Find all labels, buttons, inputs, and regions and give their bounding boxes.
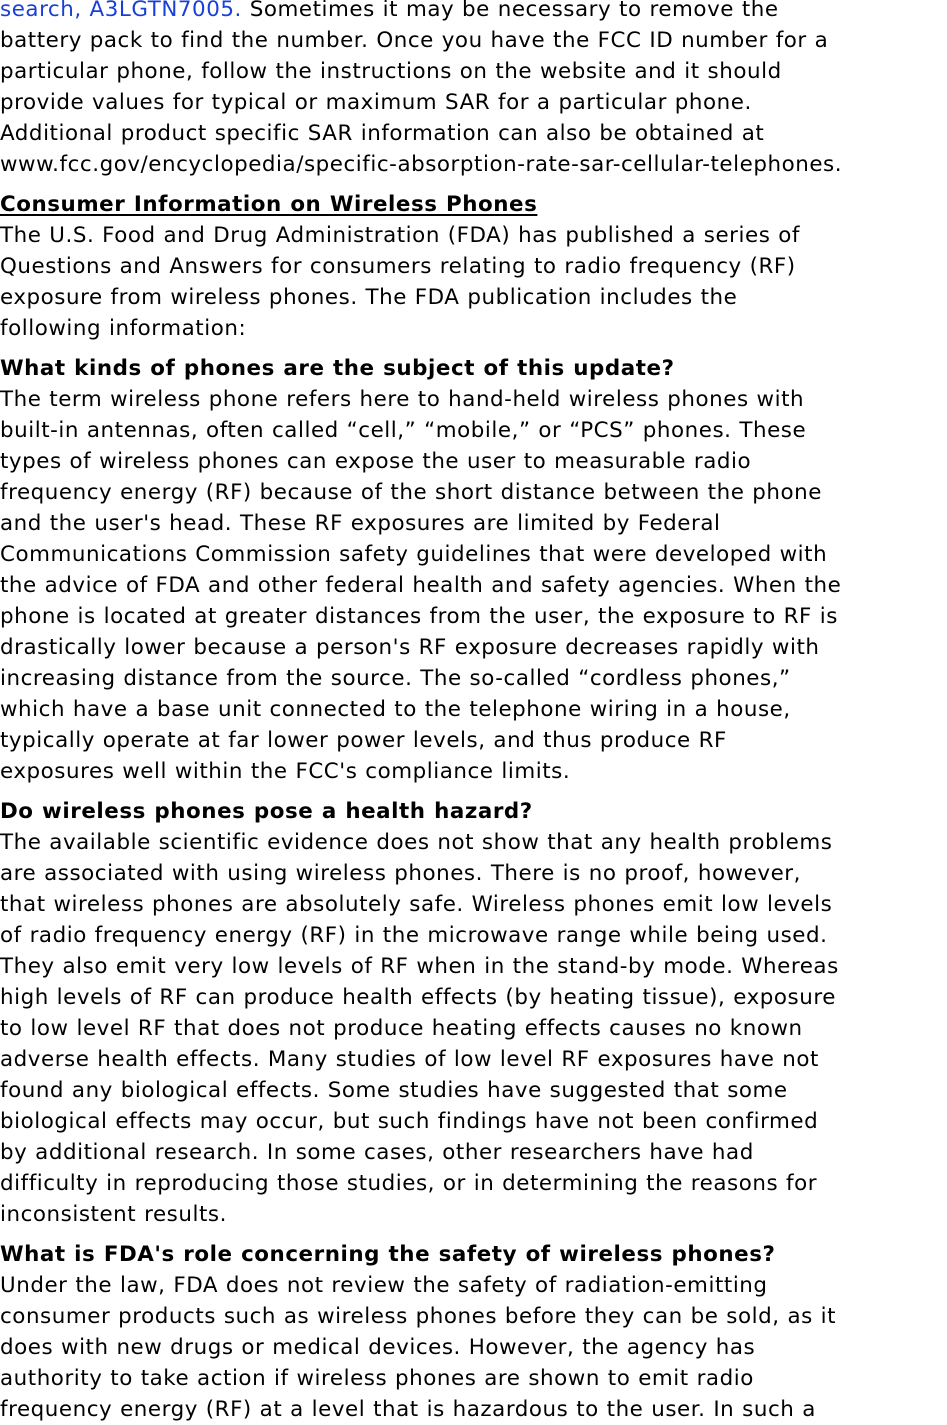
paragraph-line: phone is located at greater distances from the user, the exposure to RF is bbox=[0, 604, 838, 629]
paragraph-line: The U.S. Food and Drug Administration (FDA) has published a series of bbox=[0, 223, 800, 248]
paragraph-line: Questions and Answers for consumers relating to radio frequency (RF) bbox=[0, 254, 796, 279]
paragraph-line: The term wireless phone refers here to hand-held wireless phones with bbox=[0, 387, 805, 412]
paragraph-line: The available scientific evidence does not show that any health problems bbox=[0, 830, 833, 855]
question-phone-kinds bbox=[0, 353, 947, 787]
paragraph-line: are associated with using wireless phones. There is no proof, however, bbox=[0, 861, 801, 886]
paragraph-line: typically operate at far lower power levels, and thus produce RF bbox=[0, 728, 727, 753]
paragraph-line: to low level RF that does not produce heating effects causes no known bbox=[0, 1016, 803, 1041]
paragraph-line: by additional research. In some cases, other researchers have had bbox=[0, 1140, 754, 1165]
section-heading: Consumer Information on Wireless Phones bbox=[0, 192, 538, 217]
paragraph-line: the advice of FDA and other federal health and safety agencies. When the bbox=[0, 573, 842, 598]
paragraph-line: exposures well within the FCC's compliance limits. bbox=[0, 759, 571, 784]
paragraph-line: exposure from wireless phones. The FDA publication includes the bbox=[0, 285, 738, 310]
question-heading: What is FDA's role concerning the safety of wireless phones? bbox=[0, 1242, 776, 1267]
question-heading: Do wireless phones pose a health hazard? bbox=[0, 799, 533, 824]
paragraph-line: authority to take action if wireless phones are shown to emit radio bbox=[0, 1366, 754, 1391]
paragraph-line: found any biological effects. Some studies have suggested that some bbox=[0, 1078, 788, 1103]
paragraph-line: difficulty in reproducing those studies, or in determining the reasons for bbox=[0, 1171, 818, 1196]
paragraph-line: drastically lower because a person's RF exposure decreases rapidly with bbox=[0, 635, 820, 660]
paragraph-line: search, A3LGTN7005. Sometimes it may be necessary to remove the bbox=[0, 0, 947, 25]
paragraph-line: and the user's head. These RF exposures are limited by Federal bbox=[0, 511, 721, 536]
question-heading: What kinds of phones are the subject of this update? bbox=[0, 356, 675, 381]
paragraph-line: of radio frequency energy (RF) in the microwave range while being used. bbox=[0, 923, 828, 948]
paragraph-line: high levels of RF can produce health effects (by heating tissue), exposure bbox=[0, 985, 836, 1010]
paragraph-line: biological effects may occur, but such findings have not been confirmed bbox=[0, 1109, 819, 1134]
paragraph-line: adverse health effects. Many studies of low level RF exposures have not bbox=[0, 1047, 819, 1072]
paragraph-line: Under the law, FDA does not review the safety of radiation-emitting bbox=[0, 1273, 768, 1298]
paragraph-line: inconsistent results. bbox=[0, 1202, 227, 1227]
paragraph-line: following information: bbox=[0, 316, 247, 341]
consumer-info-section bbox=[0, 189, 947, 344]
fcc-id-search-link[interactable]: search, A3LGTN7005. bbox=[0, 0, 242, 22]
paragraph-line: frequency energy (RF) at a level that is hazardous to the user. In such a bbox=[0, 1397, 816, 1422]
intro-paragraph bbox=[0, 0, 947, 180]
paragraph-line: that wireless phones are absolutely safe. Wireless phones emit low levels bbox=[0, 892, 833, 917]
paragraph-line: consumer products such as wireless phones before they can be sold, as it bbox=[0, 1304, 837, 1329]
paragraph-line: www.fcc.gov/encyclopedia/specific-absorption-rate-sar-cellular-telephones. bbox=[0, 152, 843, 177]
paragraph-line: frequency energy (RF) because of the short distance between the phone bbox=[0, 480, 822, 505]
question-fda-role bbox=[0, 1239, 947, 1425]
paragraph-line: does with new drugs or medical devices. However, the agency has bbox=[0, 1335, 756, 1360]
paragraph-line: battery pack to find the number. Once you have the FCC ID number for a bbox=[0, 28, 829, 53]
question-health-hazard bbox=[0, 796, 947, 1230]
paragraph-line: Additional product specific SAR information can also be obtained at bbox=[0, 121, 765, 146]
paragraph-line: which have a base unit connected to the telephone wiring in a house, bbox=[0, 697, 791, 722]
paragraph-line: provide values for typical or maximum SAR for a particular phone. bbox=[0, 90, 752, 115]
paragraph-line: increasing distance from the source. The so-called “cordless phones,” bbox=[0, 666, 791, 691]
paragraph-line: types of wireless phones can expose the user to measurable radio bbox=[0, 449, 752, 474]
paragraph-line: built-in antennas, often called “cell,” “mobile,” or “PCS” phones. These bbox=[0, 418, 807, 443]
paragraph-line: They also emit very low levels of RF when in the stand-by mode. Whereas bbox=[0, 954, 839, 979]
paragraph-line: particular phone, follow the instructions on the website and it should bbox=[0, 59, 782, 84]
paragraph-line: Communications Commission safety guidelines that were developed with bbox=[0, 542, 828, 567]
